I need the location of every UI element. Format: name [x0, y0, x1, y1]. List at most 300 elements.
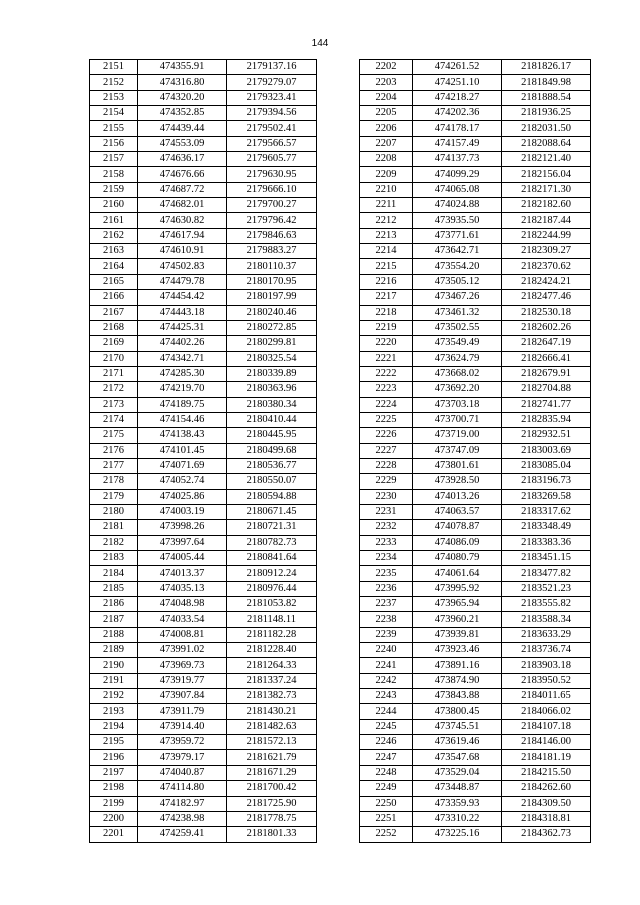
table-row: [360, 290, 591, 305]
y-coordinate-cell: 2183348.49: [502, 520, 591, 535]
table-row: [90, 504, 317, 519]
point-number-cell: 2236: [360, 581, 413, 596]
y-coordinate-cell: 2180410.44: [227, 412, 317, 427]
point-number-cell: 2192: [90, 689, 138, 704]
x-coordinate-cell: 473624.79: [413, 351, 502, 366]
table-row: [360, 781, 591, 796]
point-number-cell: 2174: [90, 412, 138, 427]
table-row: [360, 198, 591, 213]
table-row: [360, 474, 591, 489]
table-row: [360, 597, 591, 612]
table-row: [90, 658, 317, 673]
table-row: [90, 811, 317, 826]
y-coordinate-cell: 2183317.62: [502, 504, 591, 519]
point-number-cell: 2237: [360, 597, 413, 612]
y-coordinate-cell: 2180499.68: [227, 443, 317, 458]
table-row: [360, 121, 591, 136]
y-coordinate-cell: 2184066.02: [502, 704, 591, 719]
point-number-cell: 2238: [360, 612, 413, 627]
y-coordinate-cell: 2182171.30: [502, 182, 591, 197]
table-row: [360, 581, 591, 596]
x-coordinate-cell: 474617.94: [138, 228, 227, 243]
x-coordinate-cell: 474285.30: [138, 366, 227, 381]
y-coordinate-cell: 2184362.73: [502, 827, 591, 842]
point-number-cell: 2159: [90, 182, 138, 197]
x-coordinate-cell: 473502.55: [413, 320, 502, 335]
x-coordinate-cell: 473359.93: [413, 796, 502, 811]
table-row: [360, 520, 591, 535]
point-number-cell: 2171: [90, 366, 138, 381]
x-coordinate-cell: 473771.61: [413, 228, 502, 243]
y-coordinate-cell: 2182679.91: [502, 366, 591, 381]
point-number-cell: 2227: [360, 443, 413, 458]
point-number-cell: 2175: [90, 428, 138, 443]
y-coordinate-cell: 2179630.95: [227, 167, 317, 182]
y-coordinate-cell: 2179323.41: [227, 90, 317, 105]
point-number-cell: 2196: [90, 750, 138, 765]
y-coordinate-cell: 2182647.19: [502, 336, 591, 351]
point-number-cell: 2168: [90, 320, 138, 335]
point-number-cell: 2206: [360, 121, 413, 136]
table-row: [360, 305, 591, 320]
point-number-cell: 2243: [360, 689, 413, 704]
point-number-cell: 2164: [90, 259, 138, 274]
table-row: [90, 244, 317, 259]
x-coordinate-cell: 473911.79: [138, 704, 227, 719]
y-coordinate-cell: 2182031.50: [502, 121, 591, 136]
table-row: [90, 336, 317, 351]
x-coordinate-cell: 474003.19: [138, 504, 227, 519]
table-row: [90, 597, 317, 612]
y-coordinate-cell: 2181182.28: [227, 627, 317, 642]
x-coordinate-cell: 473995.92: [413, 581, 502, 596]
x-coordinate-cell: 474553.09: [138, 136, 227, 151]
x-coordinate-cell: 473939.81: [413, 627, 502, 642]
y-coordinate-cell: 2181264.33: [227, 658, 317, 673]
y-coordinate-cell: 2180170.95: [227, 274, 317, 289]
table-row: [360, 167, 591, 182]
x-coordinate-cell: 473745.51: [413, 719, 502, 734]
y-coordinate-cell: 2180841.64: [227, 551, 317, 566]
x-coordinate-cell: 473935.50: [413, 213, 502, 228]
table-row: [90, 320, 317, 335]
point-number-cell: 2183: [90, 551, 138, 566]
y-coordinate-cell: 2182530.18: [502, 305, 591, 320]
y-coordinate-cell: 2184107.18: [502, 719, 591, 734]
x-coordinate-cell: 474078.87: [413, 520, 502, 535]
table-row: [90, 673, 317, 688]
x-coordinate-cell: 473960.21: [413, 612, 502, 627]
point-number-cell: 2231: [360, 504, 413, 519]
table-row: [360, 366, 591, 381]
table-row: [360, 90, 591, 105]
table-row: [90, 213, 317, 228]
x-coordinate-cell: 473843.88: [413, 689, 502, 704]
x-coordinate-cell: 473505.12: [413, 274, 502, 289]
table-row: [90, 121, 317, 136]
x-coordinate-cell: 473991.02: [138, 643, 227, 658]
point-number-cell: 2241: [360, 658, 413, 673]
table-row: [90, 290, 317, 305]
point-number-cell: 2181: [90, 520, 138, 535]
table-row: [90, 152, 317, 167]
x-coordinate-cell: 473979.17: [138, 750, 227, 765]
point-number-cell: 2220: [360, 336, 413, 351]
table-row: [90, 75, 317, 90]
point-number-cell: 2214: [360, 244, 413, 259]
point-number-cell: 2229: [360, 474, 413, 489]
point-number-cell: 2204: [360, 90, 413, 105]
table-row: [360, 336, 591, 351]
y-coordinate-cell: 2181228.40: [227, 643, 317, 658]
point-number-cell: 2157: [90, 152, 138, 167]
table-row: [360, 274, 591, 289]
point-number-cell: 2251: [360, 811, 413, 826]
x-coordinate-cell: 473907.84: [138, 689, 227, 704]
x-coordinate-cell: 474080.79: [413, 551, 502, 566]
point-number-cell: 2161: [90, 213, 138, 228]
point-number-cell: 2219: [360, 320, 413, 335]
point-number-cell: 2213: [360, 228, 413, 243]
table-row: [90, 167, 317, 182]
point-number-cell: 2195: [90, 735, 138, 750]
y-coordinate-cell: 2181778.75: [227, 811, 317, 826]
x-coordinate-cell: 474099.29: [413, 167, 502, 182]
point-number-cell: 2189: [90, 643, 138, 658]
x-coordinate-cell: 474202.36: [413, 106, 502, 121]
x-coordinate-cell: 474219.70: [138, 382, 227, 397]
y-coordinate-cell: 2181430.21: [227, 704, 317, 719]
y-coordinate-cell: 2182088.64: [502, 136, 591, 151]
point-number-cell: 2223: [360, 382, 413, 397]
x-coordinate-cell: 474086.09: [413, 535, 502, 550]
x-coordinate-cell: 474052.74: [138, 474, 227, 489]
table-row: [90, 60, 317, 75]
table-row: [360, 428, 591, 443]
point-number-cell: 2193: [90, 704, 138, 719]
y-coordinate-cell: 2184318.81: [502, 811, 591, 826]
y-coordinate-cell: 2179279.07: [227, 75, 317, 90]
x-coordinate-cell: 474218.27: [413, 90, 502, 105]
y-coordinate-cell: 2182932.51: [502, 428, 591, 443]
point-number-cell: 2245: [360, 719, 413, 734]
table-row: [360, 643, 591, 658]
y-coordinate-cell: 2183950.52: [502, 673, 591, 688]
table-row: [360, 397, 591, 412]
y-coordinate-cell: 2183588.34: [502, 612, 591, 627]
y-coordinate-cell: 2182156.04: [502, 167, 591, 182]
table-row: [360, 612, 591, 627]
y-coordinate-cell: 2182602.26: [502, 320, 591, 335]
table-row: [360, 673, 591, 688]
y-coordinate-cell: 2182666.41: [502, 351, 591, 366]
point-number-cell: 2234: [360, 551, 413, 566]
point-number-cell: 2207: [360, 136, 413, 151]
x-coordinate-cell: 473554.20: [413, 259, 502, 274]
y-coordinate-cell: 2181148.11: [227, 612, 317, 627]
x-coordinate-cell: 474157.49: [413, 136, 502, 151]
table-row: [360, 182, 591, 197]
point-number-cell: 2197: [90, 765, 138, 780]
table-row: [90, 198, 317, 213]
x-coordinate-cell: 474502.83: [138, 259, 227, 274]
table-row: [360, 719, 591, 734]
table-row: [360, 351, 591, 366]
x-coordinate-cell: 473225.16: [413, 827, 502, 842]
table-row: [360, 811, 591, 826]
y-coordinate-cell: 2183477.82: [502, 566, 591, 581]
y-coordinate-cell: 2180976.44: [227, 581, 317, 596]
y-coordinate-cell: 2183085.04: [502, 458, 591, 473]
y-coordinate-cell: 2183383.36: [502, 535, 591, 550]
x-coordinate-cell: 474687.72: [138, 182, 227, 197]
x-coordinate-cell: 474101.45: [138, 443, 227, 458]
point-number-cell: 2154: [90, 106, 138, 121]
table-row: [360, 136, 591, 151]
table-row: [90, 719, 317, 734]
y-coordinate-cell: 2183196.73: [502, 474, 591, 489]
x-coordinate-cell: 474035.13: [138, 581, 227, 596]
y-coordinate-cell: 2180197.99: [227, 290, 317, 305]
table-row: [90, 428, 317, 443]
y-coordinate-cell: 2180272.85: [227, 320, 317, 335]
point-number-cell: 2205: [360, 106, 413, 121]
table-row: [360, 658, 591, 673]
table-row: [360, 320, 591, 335]
table-row: [90, 796, 317, 811]
point-number-cell: 2162: [90, 228, 138, 243]
y-coordinate-cell: 2182704.88: [502, 382, 591, 397]
table-row: [360, 106, 591, 121]
table-row: [360, 259, 591, 274]
x-coordinate-cell: 474443.18: [138, 305, 227, 320]
y-coordinate-cell: 2183451.15: [502, 551, 591, 566]
y-coordinate-cell: 2179502.41: [227, 121, 317, 136]
x-coordinate-cell: 474439.44: [138, 121, 227, 136]
table-row: [90, 581, 317, 596]
y-coordinate-cell: 2182121.40: [502, 152, 591, 167]
table-row: [360, 827, 591, 842]
point-number-cell: 2244: [360, 704, 413, 719]
table-row: [90, 765, 317, 780]
point-number-cell: 2208: [360, 152, 413, 167]
y-coordinate-cell: 2184262.60: [502, 781, 591, 796]
point-number-cell: 2170: [90, 351, 138, 366]
point-number-cell: 2182: [90, 535, 138, 550]
x-coordinate-cell: 473448.87: [413, 781, 502, 796]
x-coordinate-cell: 473747.09: [413, 443, 502, 458]
x-coordinate-cell: 474342.71: [138, 351, 227, 366]
table-row: [90, 643, 317, 658]
table-row: [360, 458, 591, 473]
x-coordinate-cell: 474238.98: [138, 811, 227, 826]
y-coordinate-cell: 2179605.77: [227, 152, 317, 167]
page-number: 144: [311, 38, 329, 49]
x-coordinate-cell: 474676.66: [138, 167, 227, 182]
x-coordinate-cell: 474138.43: [138, 428, 227, 443]
y-coordinate-cell: 2183269.58: [502, 489, 591, 504]
x-coordinate-cell: 474154.46: [138, 412, 227, 427]
x-coordinate-cell: 474182.97: [138, 796, 227, 811]
point-number-cell: 2222: [360, 366, 413, 381]
point-number-cell: 2153: [90, 90, 138, 105]
x-coordinate-cell: 474259.41: [138, 827, 227, 842]
point-number-cell: 2250: [360, 796, 413, 811]
table-row: [90, 520, 317, 535]
table-row: [360, 765, 591, 780]
x-coordinate-cell: 474630.82: [138, 213, 227, 228]
x-coordinate-cell: 474636.17: [138, 152, 227, 167]
coordinates-table-right: [359, 59, 591, 843]
table-row: [90, 612, 317, 627]
point-number-cell: 2211: [360, 198, 413, 213]
x-coordinate-cell: 474061.64: [413, 566, 502, 581]
table-row: [360, 75, 591, 90]
point-number-cell: 2239: [360, 627, 413, 642]
y-coordinate-cell: 2183003.69: [502, 443, 591, 458]
point-number-cell: 2202: [360, 60, 413, 75]
table-row: [90, 397, 317, 412]
point-number-cell: 2216: [360, 274, 413, 289]
point-number-cell: 2184: [90, 566, 138, 581]
point-number-cell: 2203: [360, 75, 413, 90]
point-number-cell: 2158: [90, 167, 138, 182]
y-coordinate-cell: 2184146.00: [502, 735, 591, 750]
y-coordinate-cell: 2182424.21: [502, 274, 591, 289]
x-coordinate-cell: 473719.00: [413, 428, 502, 443]
y-coordinate-cell: 2180594.88: [227, 489, 317, 504]
x-coordinate-cell: 473969.73: [138, 658, 227, 673]
point-number-cell: 2156: [90, 136, 138, 151]
y-coordinate-cell: 2183555.82: [502, 597, 591, 612]
table-row: [90, 735, 317, 750]
x-coordinate-cell: 474013.26: [413, 489, 502, 504]
x-coordinate-cell: 473874.90: [413, 673, 502, 688]
y-coordinate-cell: 2184011.65: [502, 689, 591, 704]
point-number-cell: 2228: [360, 458, 413, 473]
coordinates-table-left: [89, 59, 317, 843]
point-number-cell: 2187: [90, 612, 138, 627]
point-number-cell: 2209: [360, 167, 413, 182]
x-coordinate-cell: 473919.77: [138, 673, 227, 688]
table-row: [90, 458, 317, 473]
x-coordinate-cell: 474320.20: [138, 90, 227, 105]
point-number-cell: 2235: [360, 566, 413, 581]
x-coordinate-cell: 473703.18: [413, 397, 502, 412]
x-coordinate-cell: 474048.98: [138, 597, 227, 612]
point-number-cell: 2176: [90, 443, 138, 458]
x-coordinate-cell: 474025.86: [138, 489, 227, 504]
x-coordinate-cell: 474352.85: [138, 106, 227, 121]
table-row: [360, 60, 591, 75]
x-coordinate-cell: 473549.49: [413, 336, 502, 351]
table-row: [90, 551, 317, 566]
x-coordinate-cell: 473801.61: [413, 458, 502, 473]
point-number-cell: 2179: [90, 489, 138, 504]
y-coordinate-cell: 2181700.42: [227, 781, 317, 796]
table-row: [90, 274, 317, 289]
point-number-cell: 2185: [90, 581, 138, 596]
y-coordinate-cell: 2182835.94: [502, 412, 591, 427]
point-number-cell: 2232: [360, 520, 413, 535]
y-coordinate-cell: 2181801.33: [227, 827, 317, 842]
y-coordinate-cell: 2181621.79: [227, 750, 317, 765]
x-coordinate-cell: 474261.52: [413, 60, 502, 75]
y-coordinate-cell: 2180380.34: [227, 397, 317, 412]
y-coordinate-cell: 2183633.29: [502, 627, 591, 642]
x-coordinate-cell: 473642.71: [413, 244, 502, 259]
point-number-cell: 2210: [360, 182, 413, 197]
x-coordinate-cell: 474479.78: [138, 274, 227, 289]
point-number-cell: 2172: [90, 382, 138, 397]
table-row: [90, 689, 317, 704]
y-coordinate-cell: 2181725.90: [227, 796, 317, 811]
y-coordinate-cell: 2180339.89: [227, 366, 317, 381]
point-number-cell: 2217: [360, 290, 413, 305]
y-coordinate-cell: 2181826.17: [502, 60, 591, 75]
y-coordinate-cell: 2179846.63: [227, 228, 317, 243]
y-coordinate-cell: 2179700.27: [227, 198, 317, 213]
x-coordinate-cell: 474065.08: [413, 182, 502, 197]
x-coordinate-cell: 474024.88: [413, 198, 502, 213]
point-number-cell: 2169: [90, 336, 138, 351]
x-coordinate-cell: 474005.44: [138, 551, 227, 566]
x-coordinate-cell: 473928.50: [413, 474, 502, 489]
table-row: [90, 781, 317, 796]
table-row: [360, 213, 591, 228]
y-coordinate-cell: 2181572.13: [227, 735, 317, 750]
table-row: [360, 796, 591, 811]
x-coordinate-cell: 474033.54: [138, 612, 227, 627]
point-number-cell: 2218: [360, 305, 413, 320]
table-row: [90, 704, 317, 719]
table-row: [360, 412, 591, 427]
point-number-cell: 2151: [90, 60, 138, 75]
table-row: [360, 504, 591, 519]
y-coordinate-cell: 2181671.29: [227, 765, 317, 780]
table-row: [360, 535, 591, 550]
y-coordinate-cell: 2180912.24: [227, 566, 317, 581]
x-coordinate-cell: 474454.42: [138, 290, 227, 305]
y-coordinate-cell: 2180240.46: [227, 305, 317, 320]
x-coordinate-cell: 474355.91: [138, 60, 227, 75]
y-coordinate-cell: 2184181.19: [502, 750, 591, 765]
y-coordinate-cell: 2181482.63: [227, 719, 317, 734]
x-coordinate-cell: 474114.80: [138, 781, 227, 796]
table-row: [90, 535, 317, 550]
point-number-cell: 2249: [360, 781, 413, 796]
x-coordinate-cell: 473700.71: [413, 412, 502, 427]
table-row: [360, 551, 591, 566]
x-coordinate-cell: 474063.57: [413, 504, 502, 519]
point-number-cell: 2201: [90, 827, 138, 842]
x-coordinate-cell: 474425.31: [138, 320, 227, 335]
table-row: [90, 136, 317, 151]
point-number-cell: 2188: [90, 627, 138, 642]
table-row: [90, 827, 317, 842]
table-row: [360, 627, 591, 642]
point-number-cell: 2240: [360, 643, 413, 658]
table-row: [360, 566, 591, 581]
y-coordinate-cell: 2181936.25: [502, 106, 591, 121]
table-row: [90, 106, 317, 121]
point-number-cell: 2173: [90, 397, 138, 412]
y-coordinate-cell: 2180110.37: [227, 259, 317, 274]
table-row: [360, 735, 591, 750]
y-coordinate-cell: 2179394.56: [227, 106, 317, 121]
point-number-cell: 2224: [360, 397, 413, 412]
point-number-cell: 2165: [90, 274, 138, 289]
